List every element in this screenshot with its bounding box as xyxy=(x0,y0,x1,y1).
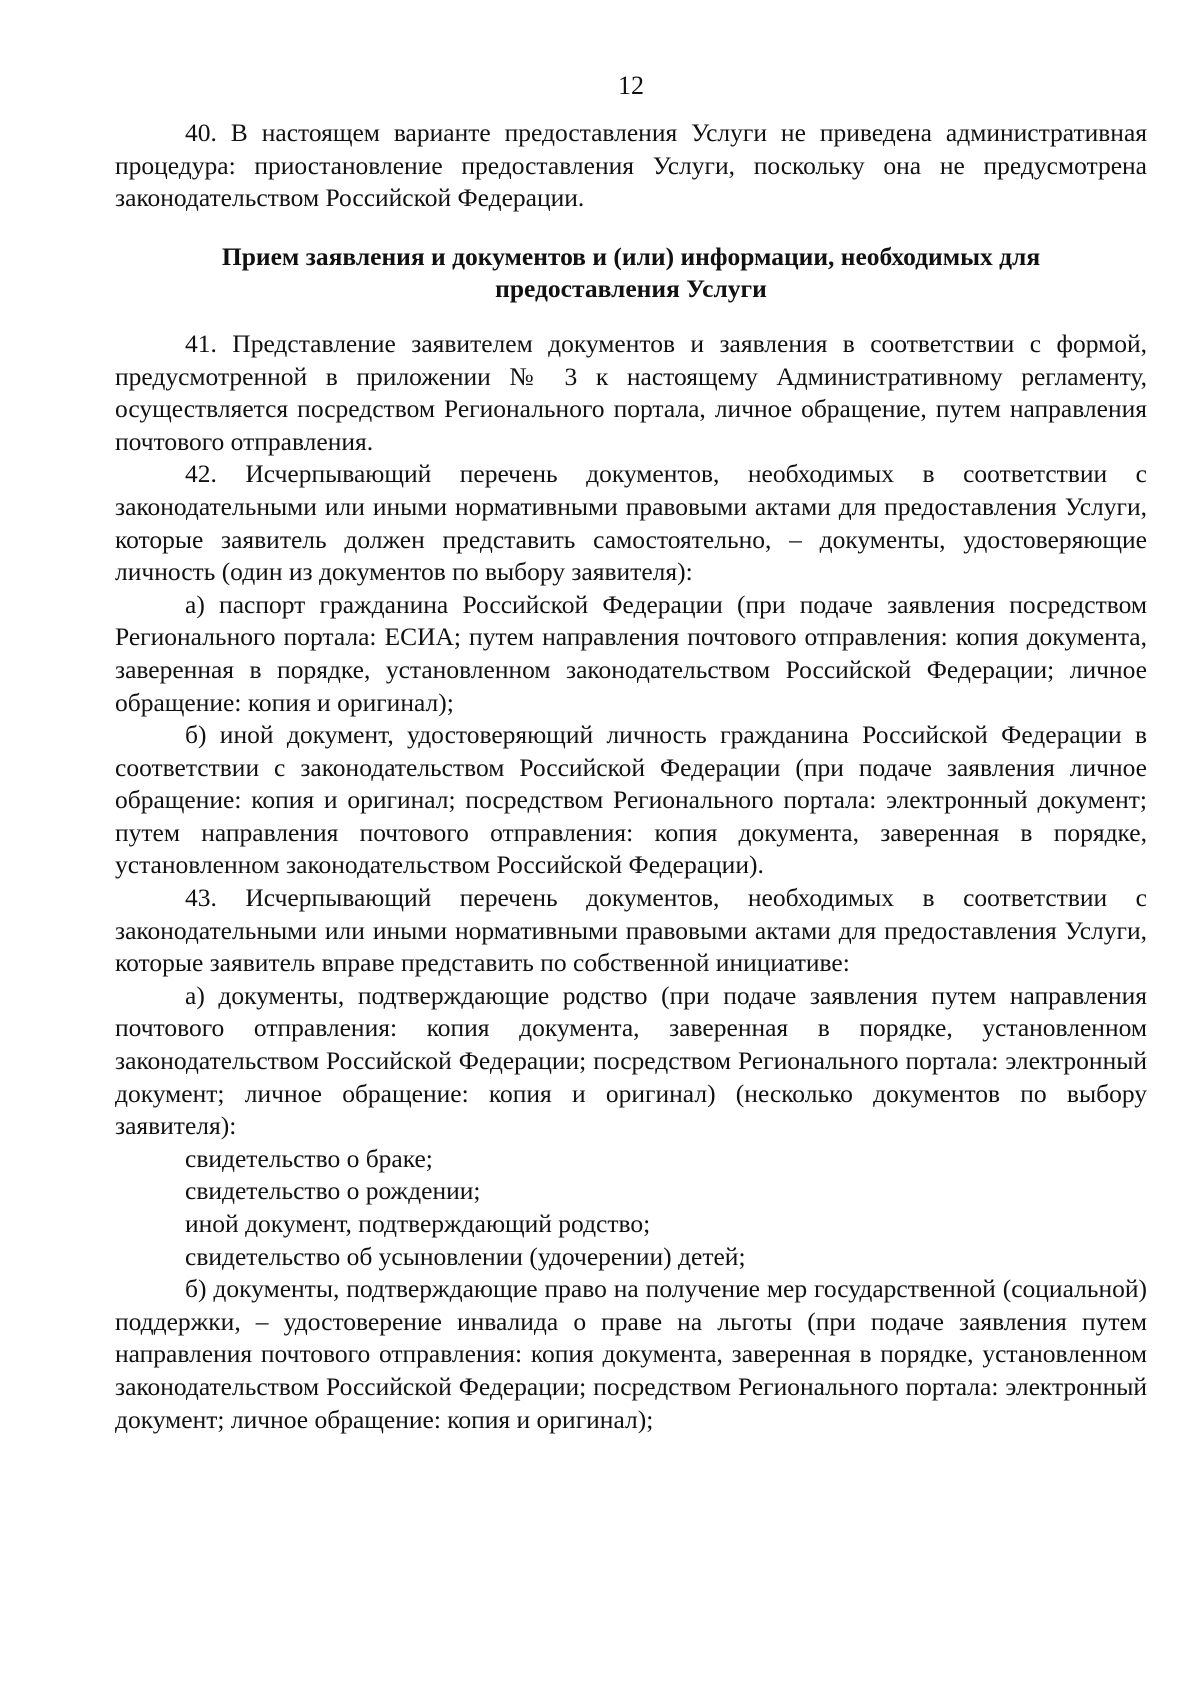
paragraph-40: 40. В настоящем варианте предоставления Услуги не приведена административная процедура: приостановление предоставления Услуги, поскольку она не предусмотрена законодательством Российской Федерации. xyxy=(115,118,1147,213)
page-number: 12 xyxy=(618,71,644,100)
list-item-birth-certificate: свидетельство о рождении; xyxy=(185,1176,481,1206)
paragraph-43: 43. Исчерпывающий перечень документов, необходимых в соответствии с законодательными или иными нормативными правовыми актами для предоставления Услуги, которые заявитель вправе представить по собственной инициативе: xyxy=(115,883,1147,978)
paragraph-42: 42. Исчерпывающий перечень документов, необходимых в соответствии с законодательными или иными нормативными правовыми актами для предоставления Услуги, которые заявитель должен представить самостоятельно, – документы, удостоверяющие личность (один из документов по выбору заявителя): xyxy=(115,459,1147,587)
list-item-marriage-certificate: свидетельство о браке; xyxy=(185,1143,433,1173)
section-heading: Прием заявления и документов и (или) информации, необходимых для предоставления Услуги xyxy=(221,241,1041,304)
document-body xyxy=(115,117,1147,1436)
paragraph-43-a: а) документы, подтверждающие родство (при подаче заявления путем направления почтового отправления: копия документа, заверенная в порядке, установленном законодательством Российской Федерации; посредством Регионального портала: электронный документ; личное обращение: копия и оригинал) (несколько документов по выбору заявителя): xyxy=(115,980,1147,1141)
list-item-adoption-certificate: свидетельство об усыновлении (удочерении) детей; xyxy=(185,1241,746,1271)
list-item-kinship-document: иной документ, подтверждающий родство; xyxy=(185,1209,651,1238)
paragraph-43-b: б) документы, подтверждающие право на получение мер государственной (социальной) поддержки, – удостоверение инвалида о праве на льготы (при подаче заявления путем направления почтового отправления: копия документа, заверенная в порядке, установленном законодательством Российской Федерации; посредством Регионального портала: электронный документ; личное обращение: копия и оригинал); xyxy=(115,1274,1147,1434)
paragraph-42-a: а) паспорт гражданина Российской Федерации (при подаче заявления посредством Регионального портала: ЕСИА; путем направления почтового отправления: копия документа, заверенная в порядке, установленном законодательством Российской Федерации; личное обращение: копия и оригинал); xyxy=(115,589,1147,717)
paragraph-42-b: б) иной документ, удостоверяющий личность гражданина Российской Федерации в соответствии с законодательством Российской Федерации (при подаче заявления личное обращение: копия и оригинал; посредством Регионального портала: электронный документ; путем направления почтового отправления: копия документа, заверенная в порядке, установленном законодательством Российской Федерации). xyxy=(115,720,1147,880)
paragraph-41: 41. Представление заявителем документов и заявления в соответствии с формой, предусмотренной в приложении № 3 к настоящему Административному регламенту, осуществляется посредством Регионального портала, личное обращение, путем направления почтового отправления. xyxy=(115,328,1147,456)
